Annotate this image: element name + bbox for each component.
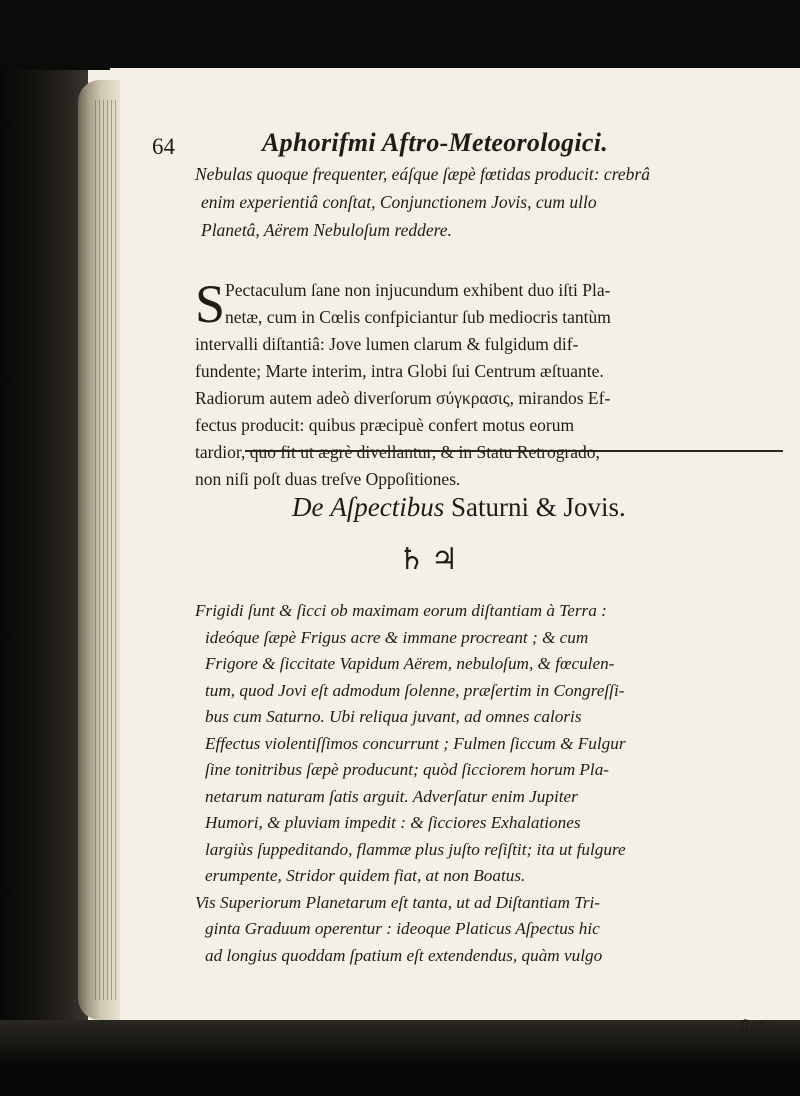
text-line: Humori, & pluviam impedit : & ſicciores Exhalationes [205,813,581,832]
text-line: ſine tonitribus ſæpè producunt; quòd ſicciorem horum Pla- [205,760,610,779]
section-title [292,492,626,523]
page-edges [95,100,117,1000]
top-shadow [0,0,800,70]
text-line: fectus producit: quibus præcipuè confert motus eorum [195,415,575,435]
section-title-italic: Aſpectibus [330,492,445,522]
text-line: Pectaculum ſane non injucundum exhibent duo iſti Pla- [225,280,611,300]
bottom-shadow [0,1020,800,1096]
text-line: ad longius quoddam ſpatium eſt extendendus, quàm vulgo [205,945,603,965]
section-title-prefix: De [292,492,324,522]
section-title-suffix: Saturni & Jovis. [450,492,626,522]
text-line: intervalli diſtantiâ: Jove lumen clarum & fulgidum dif- [195,334,579,354]
text-line: Frigore & ſiccitate Vapidum Aërem, nebuloſum, & fœculen- [205,654,615,673]
drop-cap: S [195,274,226,334]
text-line: netarum naturam ſatis arguit. Adverſatur enim Jupiter [205,786,578,806]
section-divider [245,450,783,452]
catchword: fiat : [740,1016,773,1035]
text-line: Effectus violentiſſimos concurrunt ; Fulmen ſiccum & Fulgur [205,733,626,753]
page-number: 64 [152,134,175,159]
text-line: Vis Superiorum Planetarum eſt tanta, ut ad Diſtantiam Tri- [195,892,601,912]
text-line: Frigidi ſunt & ſicci ob maximam eorum diſtantiam à Terra : [195,601,607,620]
text-line: tum, quod Jovi eſt admodum ſolenne, præſertim in Congreſſi- [205,680,625,700]
text-line: erumpente, Stridor quidem fiat, at non Boatus. [205,866,526,885]
paragraph-3 [195,598,785,969]
text-line: ideóque ſæpè Frigus acre & immane procreant ; & cum [205,627,589,647]
text-line: Nebulas quoque frequenter, eáſque ſæpè fœtidas producit: crebrâ [195,164,650,184]
paragraph-2 [195,274,785,493]
text-line: bus cum Saturno. Ubi reliqua juvant, ad omnes caloris [205,707,582,726]
text-line: tardior, quo fit ut ægrè divellantur, & in Statu Retrogrado, [195,442,600,462]
text-line: largiùs ſuppeditando, flammæ plus juſto reſiſtit; ita ut fulgure [205,839,626,859]
running-head: Aphorifmi Aftro-Meteorologici. [262,128,609,157]
paragraph-1 [195,160,785,244]
text-line: ginta Graduum operentur : ideoque Platicus Aſpectus hic [205,919,600,938]
text-line: enim experientiâ conſtat, Conjunctionem Jovis, cum ullo [201,192,597,212]
text-line: fundente; Marte interim, intra Globi ſui Centrum æſtuante. [195,361,604,381]
saturn-jupiter-symbols: ♄♃ [398,543,464,576]
text-line: Planetâ, Aërem Nebuloſum reddere. [201,220,452,240]
text-line: netæ, cum in Cœlis confpiciantur ſub mediocris tantùm [225,307,611,327]
book-spine-shadow [0,0,88,1096]
text-line: Radiorum autem adeò diverſorum σύγκρασις, mirandos Ef- [195,388,611,408]
text-line: non niſi poſt duas treſve Oppoſitiones. [195,469,461,489]
